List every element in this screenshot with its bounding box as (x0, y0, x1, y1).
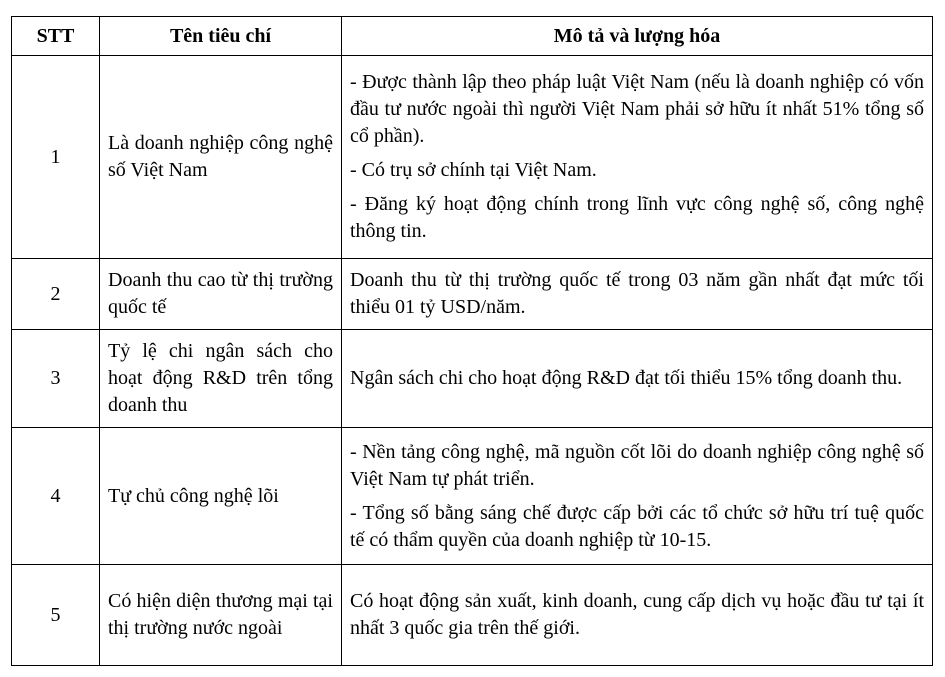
criterion-name: Tự chủ công nghệ lõi (100, 428, 342, 565)
criteria-table (11, 16, 933, 666)
table-row (12, 259, 933, 330)
criterion-description (342, 330, 933, 428)
header-description: Mô tả và lượng hóa (342, 17, 933, 56)
header-stt: STT (12, 17, 100, 56)
description-item: Doanh thu từ thị trường quốc tế trong 03 năm gần nhất đạt mức tối thiểu 01 tỷ USD/năm. (350, 269, 924, 318)
criterion-name: Doanh thu cao từ thị trường quốc tế (100, 259, 342, 330)
description-item: - Nền tảng công nghệ, mã nguồn cốt lõi do doanh nghiệp công nghệ số Việt Nam tự phát triển. (350, 440, 924, 490)
description-item: Ngân sách chi cho hoạt động R&D đạt tối thiểu 15% tổng doanh thu. (350, 367, 903, 389)
table-row (12, 330, 933, 428)
header-row (12, 17, 933, 56)
row-number: 5 (12, 565, 100, 666)
row-number: 3 (12, 330, 100, 428)
criterion-name: Có hiện diện thương mại tại thị trường nước ngoài (100, 565, 342, 666)
criterion-description (342, 259, 933, 330)
row-number: 2 (12, 259, 100, 330)
description-item: - Có trụ sở chính tại Việt Nam. (350, 159, 597, 181)
table-row (12, 565, 933, 666)
row-number: 1 (12, 56, 100, 259)
description-item: - Đăng ký hoạt động chính trong lĩnh vực công nghệ số, công nghệ thông tin. (350, 193, 924, 242)
row-number: 4 (12, 428, 100, 565)
criterion-name: Tỷ lệ chi ngân sách cho hoạt động R&D trên tổng doanh thu (100, 330, 342, 428)
description-item: - Được thành lập theo pháp luật Việt Nam (nếu là doanh nghiệp có vốn đầu tư nước ngoài thì người Việt Nam phải sở hữu ít nhất 51% tổng số cổ phần). (350, 71, 924, 147)
description-item: - Tổng số bằng sáng chế được cấp bởi các tổ chức sở hữu trí tuệ quốc tế có thẩm quyền của doanh nghiệp từ 10-15. (350, 501, 924, 551)
criterion-description (342, 428, 933, 565)
header-criterion-name: Tên tiêu chí (100, 17, 342, 56)
description-item: Có hoạt động sản xuất, kinh doanh, cung cấp dịch vụ hoặc đầu tư tại ít nhất 3 quốc gia trên thế giới. (350, 590, 924, 639)
criterion-name: Là doanh nghiệp công nghệ số Việt Nam (100, 56, 342, 259)
table-row (12, 56, 933, 259)
table-row (12, 428, 933, 565)
criterion-description (342, 565, 933, 666)
criterion-description (342, 56, 933, 259)
